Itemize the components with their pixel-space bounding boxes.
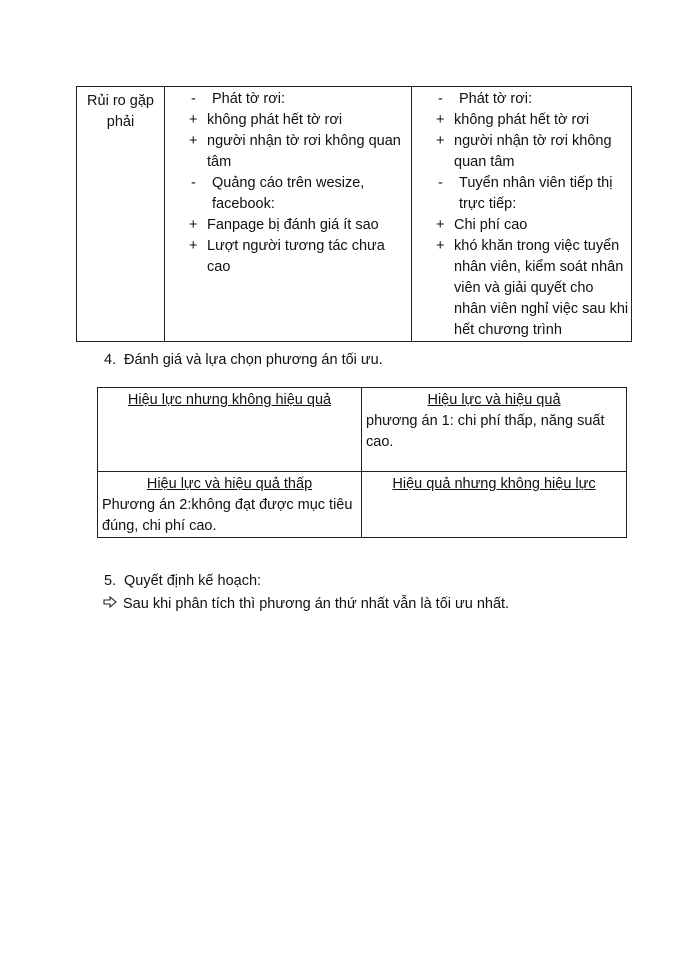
section-5-heading	[104, 573, 261, 589]
bullet-mark: +	[189, 112, 198, 128]
hollow-right-arrow-icon	[103, 596, 123, 612]
bullet-mark: +	[436, 217, 445, 233]
risk-item-text: không phát hết tờ rơi	[454, 112, 590, 128]
matrix-heading: Hiệu lực nhưng không hiệu quả	[127, 392, 332, 408]
matrix-heading: Hiệu lực và hiệu quả	[427, 392, 561, 408]
risk-item-text: Quảng cáo trên wesize, facebook:	[212, 175, 365, 212]
risk-item	[189, 173, 409, 215]
bullet-mark: +	[189, 238, 198, 254]
risk-item-text: Tuyển nhân viên tiếp thị trực tiếp:	[459, 175, 613, 212]
risk-item	[436, 131, 629, 173]
risk-item-text: Fanpage bị đánh giá ít sao	[207, 217, 379, 233]
bullet-mark: +	[189, 133, 198, 149]
risk-item	[189, 215, 409, 236]
bullet-mark: +	[189, 217, 198, 233]
risk-item	[189, 110, 409, 131]
bullet-mark: -	[191, 175, 196, 191]
risk-item-text: Phát tờ rơi:	[459, 91, 533, 107]
matrix-cell-top-left	[98, 388, 362, 472]
bullet-mark: -	[438, 91, 443, 107]
section-number: 5.	[104, 573, 117, 589]
section-number: 4.	[104, 352, 117, 368]
bullet-mark: -	[438, 175, 443, 191]
matrix-body: phương án 1: chi phí thấp, năng suất cao.	[366, 413, 605, 450]
risk-item-text: người nhận tờ rơi không quan tâm	[207, 133, 401, 170]
matrix-cell-bottom-left	[98, 472, 362, 538]
risk-item-text: không phát hết tờ rơi	[207, 112, 343, 128]
risk-item	[436, 89, 629, 110]
risk-item-text: khó khăn trong việc tuyển nhân viên, kiểm soát nhân viên và giải quyết cho nhân viên nghỉ việc sau khi hết chương trình	[454, 238, 629, 338]
evaluation-matrix	[97, 387, 627, 538]
risk-row-label-cell	[77, 87, 165, 342]
section-4-heading	[104, 352, 383, 368]
matrix-cell-bottom-right	[362, 472, 627, 538]
matrix-heading: Hiệu quả nhưng không hiệu lực	[392, 476, 596, 492]
risk-item-text: Chi phí cao	[454, 217, 528, 233]
bullet-mark: +	[436, 133, 445, 149]
section-title: Quyết định kế hoạch:	[124, 573, 262, 589]
risk-item-text: Phát tờ rơi:	[212, 91, 286, 107]
risk-item	[189, 131, 409, 173]
matrix-heading: Hiệu lực và hiệu quả thấp	[146, 476, 313, 492]
risk-cell-option-1	[165, 87, 412, 342]
risk-item	[436, 173, 629, 215]
matrix-cell-top-right	[362, 388, 627, 472]
conclusion-line	[103, 596, 509, 612]
conclusion-text: Sau khi phân tích thì phương án thứ nhất vẫn là tối ưu nhất.	[123, 596, 510, 612]
risk-item	[436, 110, 629, 131]
bullet-mark: +	[436, 112, 445, 128]
section-title: Đánh giá và lựa chọn phương án tối ưu.	[124, 352, 383, 368]
risk-item-text: Lượt người tương tác chưa cao	[207, 238, 385, 275]
risk-table	[76, 86, 632, 342]
matrix-body: Phương án 2:không đạt được mục tiêu đúng, chi phí cao.	[102, 497, 353, 534]
risk-item	[436, 215, 629, 236]
risk-cell-option-2	[412, 87, 632, 342]
risk-item	[189, 89, 409, 110]
bullet-mark: +	[436, 238, 445, 254]
risk-item	[189, 236, 409, 278]
bullet-mark: -	[191, 91, 196, 107]
risk-item	[436, 236, 629, 341]
risk-item-text: người nhận tờ rơi không quan tâm	[454, 133, 612, 170]
risk-row-label: Rủi ro gặp phải	[87, 93, 154, 130]
